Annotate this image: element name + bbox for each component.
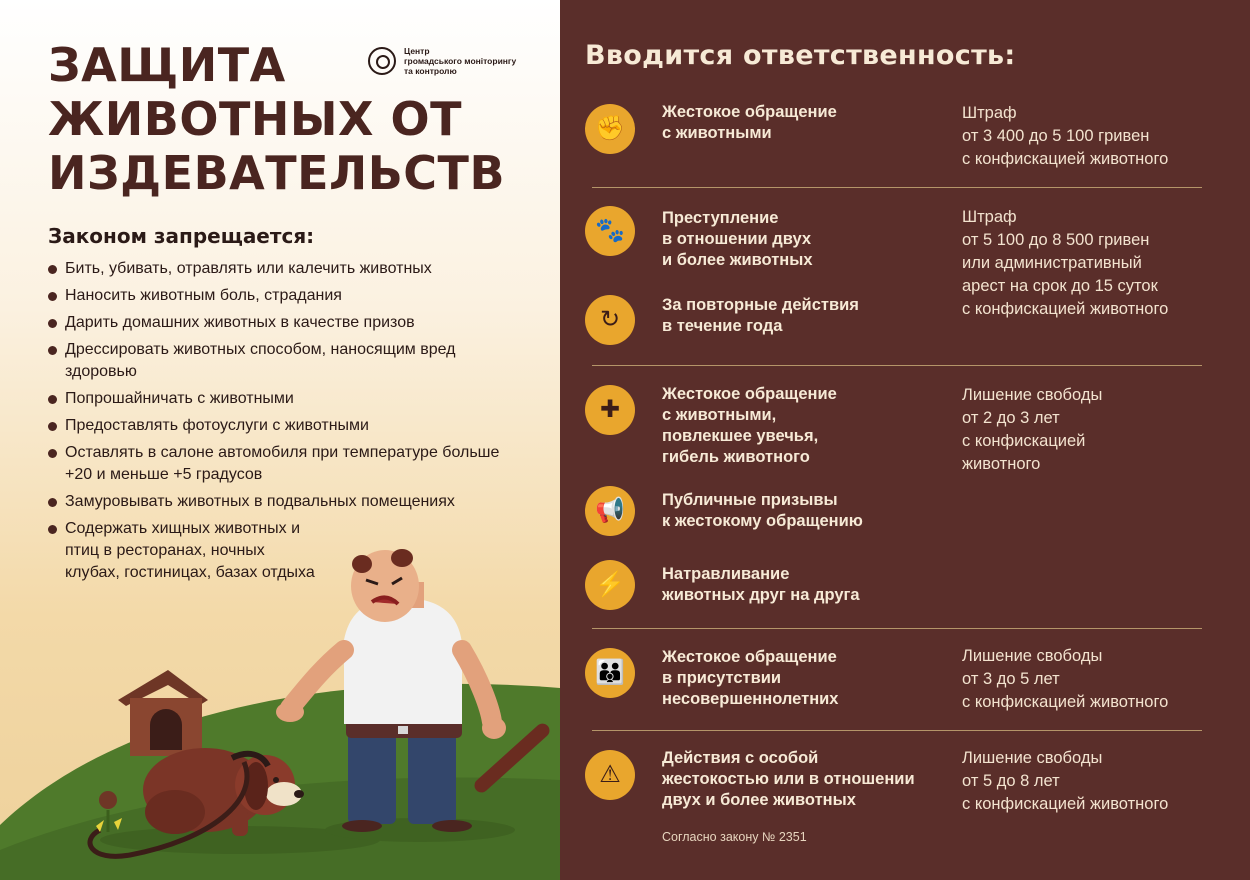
dog-fight-icon: ⚡	[585, 560, 635, 610]
penalty-text: Штраф от 3 400 до 5 100 гривен с конфискацией животного	[962, 104, 1169, 168]
list-item: Дрессировать животных способом, наносящим вред здоровью	[48, 339, 485, 383]
logo-text	[404, 46, 516, 76]
penalty-text: Лишение свободы от 5 до 8 лет с конфискацией животного	[962, 749, 1169, 813]
list-item: Оставлять в салоне автомобиля при температуре больше +20 и меньше +5 градусов	[48, 442, 505, 486]
illustration	[0, 540, 560, 880]
title-line: ИЗДЕВАТЕЛЬСТВ	[48, 146, 505, 200]
list-item: Замуровывать животных в подвальных помещениях	[48, 491, 518, 513]
organization-logo	[368, 46, 516, 76]
offense-text: За повторные действия в течение года	[662, 296, 859, 335]
logo-line: та контролю	[404, 66, 457, 76]
offense-text: Преступление в отношении двух и более животных	[662, 209, 813, 269]
penalty-text: Лишение свободы от 2 до 3 лет с конфискацией животного	[962, 386, 1103, 473]
doghouse	[118, 670, 208, 756]
special-cruelty-icon: ⚠	[585, 750, 635, 800]
list-item: Содержать хищных животных и птиц в ресторанах, ночных клубах, гостиницах, базах отдыха	[48, 518, 315, 584]
left-panel	[0, 0, 560, 880]
penalty-text: Штраф от 5 100 до 8 500 гривен или административный арест на срок до 15 суток с конфискацией животного	[962, 208, 1169, 318]
logo-line: Центр	[404, 46, 430, 56]
offense-text: Публичные призывы к жестокому обращению	[662, 491, 863, 530]
injury-icon: ✚	[585, 385, 635, 435]
divider	[592, 730, 1202, 731]
public-call-icon: 📢	[585, 486, 635, 536]
footnote: Согласно закону № 2351	[662, 830, 807, 844]
list-item: Наносить животным боль, страдания	[48, 285, 518, 307]
list-item: Дарить домашних животных в качестве призов	[48, 312, 518, 334]
logo-icon	[368, 47, 396, 75]
title-line: ЖИВОТНЫХ ОТ	[48, 92, 462, 146]
title-line: ЗАЩИТА	[48, 38, 286, 92]
two-animals-icon: 🐾	[585, 206, 635, 256]
logo-line: громадського моніторингу	[404, 56, 517, 66]
forbidden-title: Законом запрещается:	[48, 224, 315, 248]
offense-text: Натравливание животных друг на друга	[662, 565, 860, 604]
list-item: Бить, убивать, отравлять или калечить животных	[48, 258, 518, 280]
list-item: Попрошайничать с животными	[48, 388, 518, 410]
responsibility-title: Вводится ответственность:	[585, 40, 1016, 71]
divider	[592, 187, 1202, 188]
list-item: Предоставлять фотоуслуги с животными	[48, 415, 518, 437]
offense-text: Жестокое обращение с животными, повлекшее увечья, гибель животного	[662, 385, 837, 466]
repeat-icon: ↻	[585, 295, 635, 345]
divider	[592, 365, 1202, 366]
offense-text: Жестокое обращение с животными	[662, 103, 837, 142]
penalty-text: Лишение свободы от 3 до 5 лет с конфискацией животного	[962, 647, 1169, 711]
offense-text: Жестокое обращение в присутствии несовершеннолетних	[662, 648, 839, 708]
divider	[592, 628, 1202, 629]
offense-text: Действия с особой жестокостью или в отношении двух и более животных	[662, 749, 915, 809]
minors-icon: 👪	[585, 648, 635, 698]
cruelty-icon: ✊	[585, 104, 635, 154]
